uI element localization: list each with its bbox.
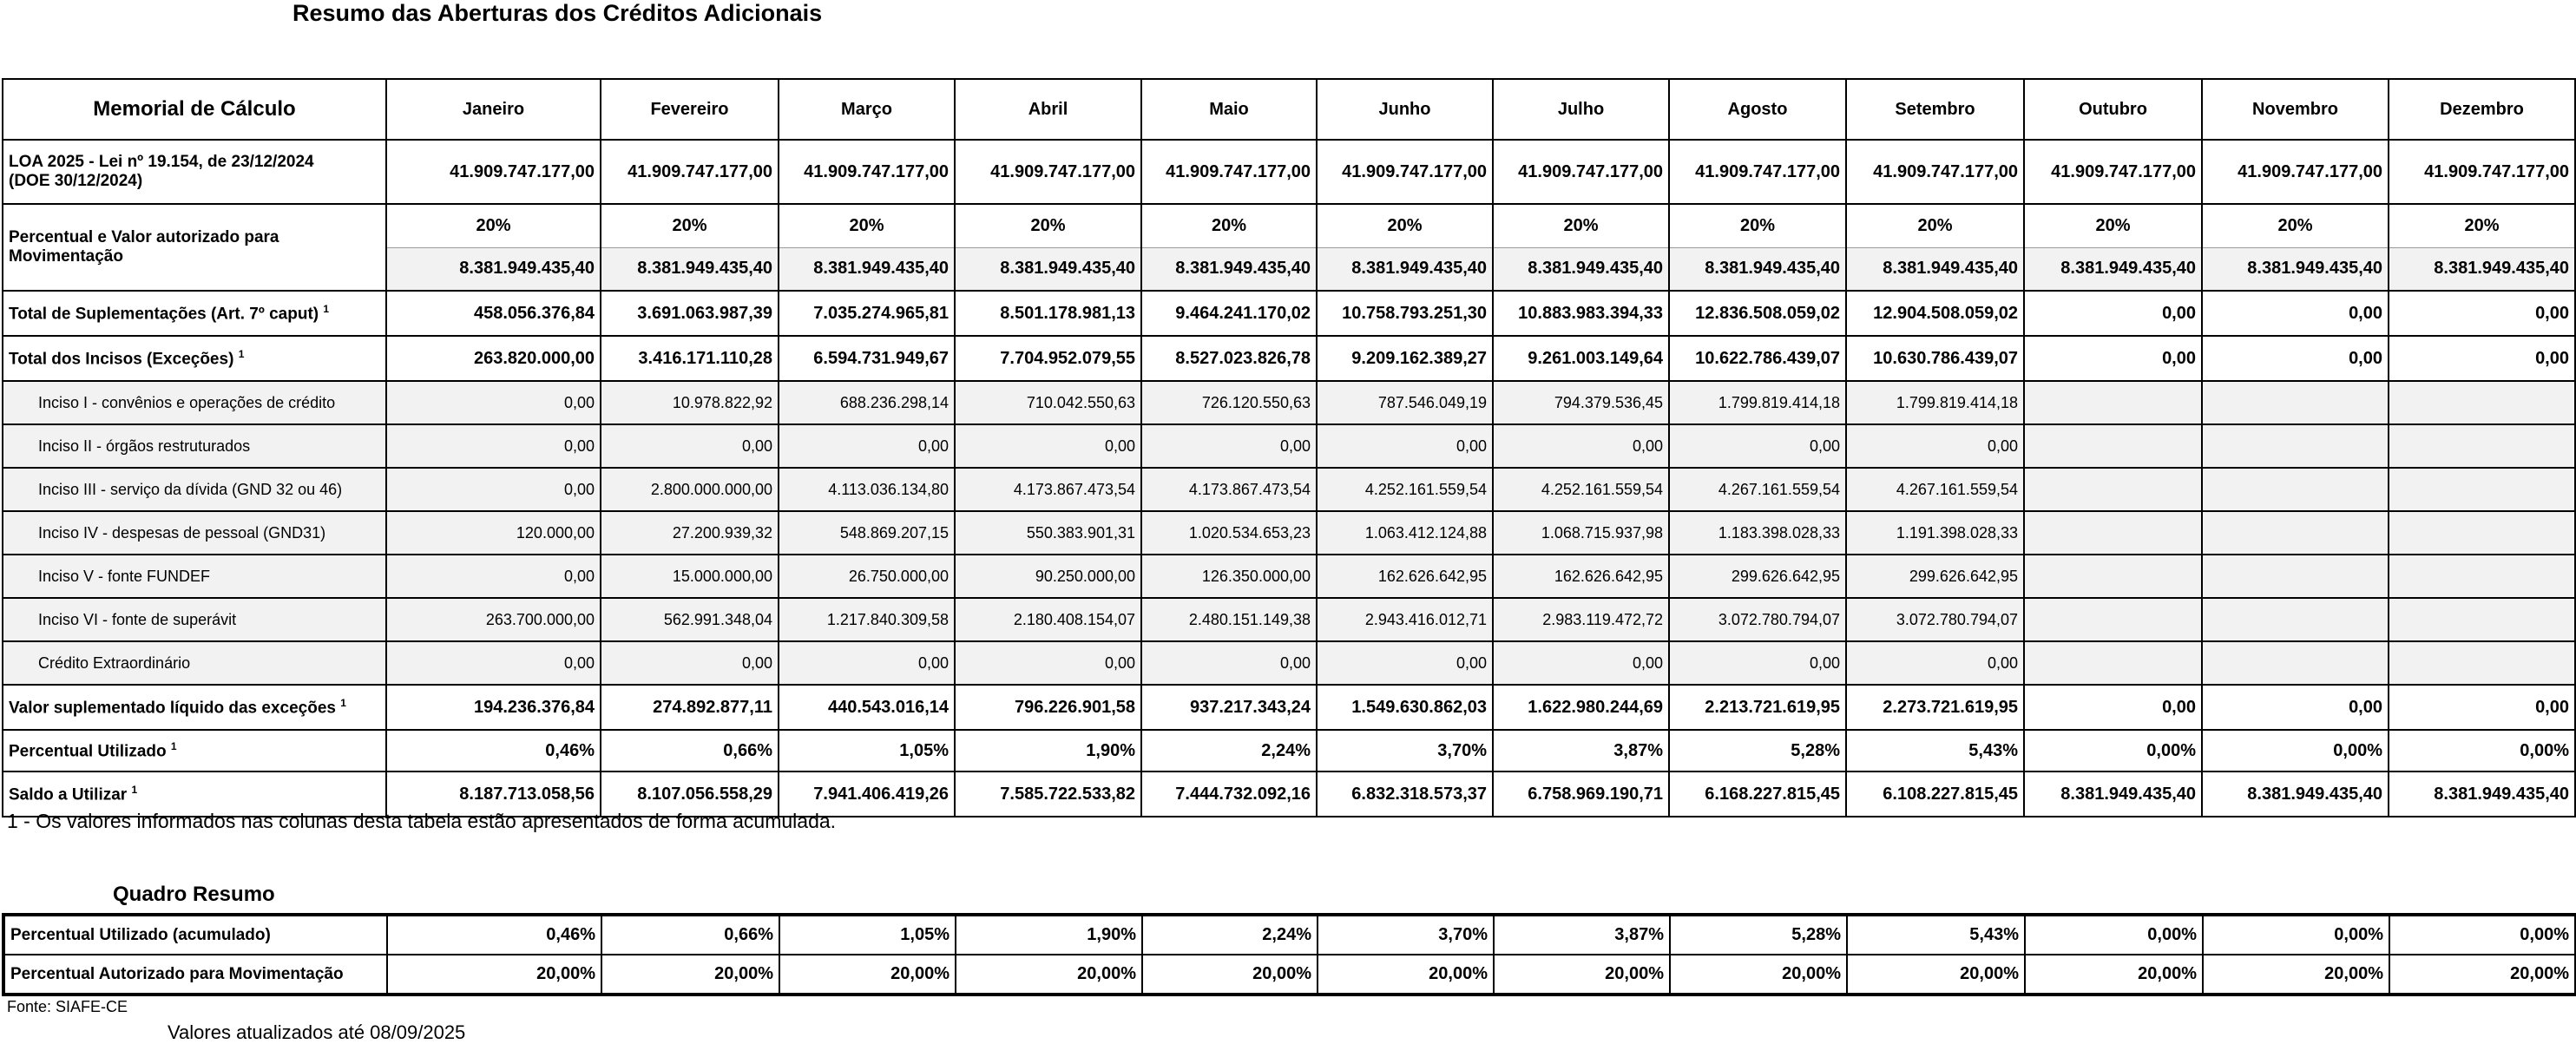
value-cell: 0,00% bbox=[2203, 915, 2389, 955]
value-cell: 440.543.016,14 bbox=[779, 685, 955, 730]
percent-cell: 20% bbox=[2024, 204, 2202, 247]
value-cell: 0,00 bbox=[2389, 336, 2575, 381]
percent-cell: 20% bbox=[1141, 204, 1317, 247]
value-cell: 162.626.642,95 bbox=[1493, 555, 1669, 598]
footnote-marker: 1 bbox=[131, 783, 138, 796]
value-cell: 9.464.241.170,02 bbox=[1141, 291, 1317, 336]
value-cell: 0,00 bbox=[2202, 685, 2389, 730]
row-label bbox=[3, 598, 386, 641]
table-row bbox=[3, 468, 2575, 511]
value-cell: 688.236.298,14 bbox=[779, 381, 955, 424]
percent-cell: 20% bbox=[1669, 204, 1846, 247]
value-cell: 41.909.747.177,00 bbox=[1317, 140, 1493, 204]
value-cell bbox=[2389, 555, 2575, 598]
value-cell: 41.909.747.177,00 bbox=[955, 140, 1141, 204]
value-cell: 2.213.721.619,95 bbox=[1669, 685, 1846, 730]
value-cell: 0,00 bbox=[1493, 641, 1669, 685]
value-cell: 8.381.949.435,40 bbox=[779, 247, 955, 291]
value-cell bbox=[2202, 555, 2389, 598]
row-label-text: Inciso V - fonte FUNDEF bbox=[38, 567, 211, 585]
value-cell: 0,00 bbox=[779, 424, 955, 468]
value-cell: 7.444.732.092,16 bbox=[1141, 772, 1317, 817]
value-cell bbox=[2389, 381, 2575, 424]
value-cell: 7.585.722.533,82 bbox=[955, 772, 1141, 817]
value-cell: 0,46% bbox=[386, 730, 601, 772]
table-row bbox=[3, 598, 2575, 641]
month-header: Janeiro bbox=[386, 79, 601, 140]
value-cell bbox=[2024, 555, 2202, 598]
quadro-resumo-title: Quadro Resumo bbox=[113, 883, 275, 906]
row-label bbox=[3, 685, 386, 730]
value-cell: 263.820.000,00 bbox=[386, 336, 601, 381]
value-cell: 0,00 bbox=[955, 424, 1141, 468]
value-cell: 20,00% bbox=[2025, 955, 2203, 995]
month-header: Abril bbox=[955, 79, 1141, 140]
row-label bbox=[3, 468, 386, 511]
value-cell: 0,00 bbox=[1846, 424, 2024, 468]
value-cell: 20,00% bbox=[2389, 955, 2576, 995]
value-cell: 8.501.178.981,13 bbox=[955, 291, 1141, 336]
value-cell: 0,00 bbox=[386, 381, 601, 424]
footnote-marker: 1 bbox=[238, 347, 245, 360]
value-cell: 6.832.318.573,37 bbox=[1317, 772, 1493, 817]
value-cell: 5,28% bbox=[1670, 915, 1847, 955]
value-cell: 0,00 bbox=[1317, 641, 1493, 685]
value-cell: 0,00% bbox=[2025, 915, 2203, 955]
value-cell bbox=[2024, 424, 2202, 468]
value-cell: 2,24% bbox=[1142, 915, 1318, 955]
value-cell bbox=[2202, 424, 2389, 468]
value-cell: 3,70% bbox=[1317, 730, 1493, 772]
value-cell: 937.217.343,24 bbox=[1141, 685, 1317, 730]
value-cell: 1,05% bbox=[779, 915, 956, 955]
value-cell: 4.267.161.559,54 bbox=[1669, 468, 1846, 511]
value-cell: 1,90% bbox=[956, 915, 1142, 955]
value-cell: 20,00% bbox=[956, 955, 1142, 995]
value-cell bbox=[2202, 381, 2389, 424]
month-header: Setembro bbox=[1846, 79, 2024, 140]
row-label: Percentual Autorizado para Movimentação bbox=[3, 955, 387, 995]
value-cell: 1.191.398.028,33 bbox=[1846, 511, 2024, 555]
value-cell: 41.909.747.177,00 bbox=[386, 140, 601, 204]
value-cell bbox=[2202, 511, 2389, 555]
row-label bbox=[3, 641, 386, 685]
value-cell: 8.381.949.435,40 bbox=[1669, 247, 1846, 291]
percent-cell: 20% bbox=[779, 204, 955, 247]
month-header: Novembro bbox=[2202, 79, 2389, 140]
value-cell: 3.416.171.110,28 bbox=[601, 336, 779, 381]
value-cell: 548.869.207,15 bbox=[779, 511, 955, 555]
value-cell: 20,00% bbox=[601, 955, 779, 995]
value-cell: 8.107.056.558,29 bbox=[601, 772, 779, 817]
value-cell bbox=[2202, 598, 2389, 641]
value-cell: 10.883.983.394,33 bbox=[1493, 291, 1669, 336]
value-cell: 1.068.715.937,98 bbox=[1493, 511, 1669, 555]
value-cell: 26.750.000,00 bbox=[779, 555, 955, 598]
value-cell: 20,00% bbox=[779, 955, 956, 995]
value-cell: 10.978.822,92 bbox=[601, 381, 779, 424]
row-label-text: Inciso III - serviço da dívida (GND 32 ou 46) bbox=[38, 480, 343, 498]
row-label: Percentual Utilizado (acumulado) bbox=[3, 915, 387, 955]
value-cell: 0,00 bbox=[386, 468, 601, 511]
value-cell: 0,00% bbox=[2024, 730, 2202, 772]
value-cell: 41.909.747.177,00 bbox=[1669, 140, 1846, 204]
value-cell: 9.261.003.149,64 bbox=[1493, 336, 1669, 381]
percent-cell: 20% bbox=[1493, 204, 1669, 247]
row-label bbox=[3, 291, 386, 336]
row-label bbox=[3, 336, 386, 381]
table-row bbox=[3, 381, 2575, 424]
row-label-text: Percentual e Valor autorizado para Movimentação bbox=[9, 228, 279, 266]
table-row bbox=[3, 511, 2575, 555]
value-cell: 1.063.412.124,88 bbox=[1317, 511, 1493, 555]
table-row bbox=[3, 247, 2575, 291]
value-cell: 3,70% bbox=[1318, 915, 1494, 955]
percent-cell: 20% bbox=[1846, 204, 2024, 247]
month-header: Junho bbox=[1317, 79, 1493, 140]
month-header: Fevereiro bbox=[601, 79, 779, 140]
value-cell: 0,00 bbox=[2202, 291, 2389, 336]
row-label-text: Total dos Incisos (Exceções) bbox=[9, 350, 234, 369]
value-cell: 27.200.939,32 bbox=[601, 511, 779, 555]
value-cell: 5,43% bbox=[1846, 730, 2024, 772]
value-cell: 458.056.376,84 bbox=[386, 291, 601, 336]
table-row bbox=[3, 336, 2575, 381]
value-cell: 6.168.227.815,45 bbox=[1669, 772, 1846, 817]
row-label-line2: (DOE 30/12/2024) bbox=[9, 172, 143, 190]
value-cell: 0,00 bbox=[955, 641, 1141, 685]
value-cell bbox=[2389, 424, 2575, 468]
value-cell: 8.381.949.435,40 bbox=[2024, 247, 2202, 291]
row-label bbox=[3, 730, 386, 772]
value-cell: 0,00% bbox=[2389, 730, 2575, 772]
value-cell: 0,00 bbox=[1846, 641, 2024, 685]
value-cell: 8.381.949.435,40 bbox=[955, 247, 1141, 291]
value-cell: 8.381.949.435,40 bbox=[1141, 247, 1317, 291]
value-cell: 8.381.949.435,40 bbox=[386, 247, 601, 291]
value-cell: 1.549.630.862,03 bbox=[1317, 685, 1493, 730]
value-cell: 4.173.867.473,54 bbox=[955, 468, 1141, 511]
value-cell: 4.267.161.559,54 bbox=[1846, 468, 2024, 511]
value-cell: 162.626.642,95 bbox=[1317, 555, 1493, 598]
value-cell: 550.383.901,31 bbox=[955, 511, 1141, 555]
value-cell bbox=[2024, 468, 2202, 511]
value-cell: 1.020.534.653,23 bbox=[1141, 511, 1317, 555]
value-cell: 1.183.398.028,33 bbox=[1669, 511, 1846, 555]
value-cell: 8.381.949.435,40 bbox=[2389, 772, 2575, 817]
header-row bbox=[3, 79, 2575, 140]
value-cell: 2.983.119.472,72 bbox=[1493, 598, 1669, 641]
row-label bbox=[3, 204, 386, 291]
value-cell: 2.480.151.149,38 bbox=[1141, 598, 1317, 641]
value-cell: 20,00% bbox=[387, 955, 601, 995]
value-cell: 20,00% bbox=[1318, 955, 1494, 995]
row-label-text: Valor suplementado líquido das exceções bbox=[9, 699, 336, 718]
value-cell: 20,00% bbox=[1670, 955, 1847, 995]
value-cell: 41.909.747.177,00 bbox=[1846, 140, 2024, 204]
row-label bbox=[3, 555, 386, 598]
table-row bbox=[3, 955, 2576, 995]
value-cell: 90.250.000,00 bbox=[955, 555, 1141, 598]
table-row bbox=[3, 915, 2576, 955]
value-cell: 41.909.747.177,00 bbox=[779, 140, 955, 204]
value-cell: 41.909.747.177,00 bbox=[2389, 140, 2575, 204]
value-cell: 41.909.747.177,00 bbox=[2202, 140, 2389, 204]
percent-cell: 20% bbox=[601, 204, 779, 247]
value-cell: 0,00 bbox=[601, 641, 779, 685]
value-cell: 20,00% bbox=[1494, 955, 1670, 995]
percent-cell: 20% bbox=[2202, 204, 2389, 247]
row-label bbox=[3, 511, 386, 555]
footnote-marker: 1 bbox=[170, 739, 177, 752]
value-cell: 41.909.747.177,00 bbox=[601, 140, 779, 204]
row-label bbox=[3, 424, 386, 468]
value-cell: 1.799.819.414,18 bbox=[1669, 381, 1846, 424]
percent-cell: 20% bbox=[2389, 204, 2575, 247]
month-header: Março bbox=[779, 79, 955, 140]
month-header: Dezembro bbox=[2389, 79, 2575, 140]
percent-cell: 20% bbox=[1317, 204, 1493, 247]
value-cell: 8.527.023.826,78 bbox=[1141, 336, 1317, 381]
value-cell: 0,00 bbox=[2024, 291, 2202, 336]
value-cell: 1.217.840.309,58 bbox=[779, 598, 955, 641]
value-cell: 41.909.747.177,00 bbox=[1493, 140, 1669, 204]
table-row bbox=[3, 555, 2575, 598]
value-cell: 8.381.949.435,40 bbox=[601, 247, 779, 291]
value-cell: 20,00% bbox=[2203, 955, 2389, 995]
value-cell: 4.252.161.559,54 bbox=[1493, 468, 1669, 511]
footnote-marker: 1 bbox=[323, 302, 330, 315]
page-title: Resumo das Aberturas dos Créditos Adicionais bbox=[292, 0, 823, 26]
footnote-marker: 1 bbox=[340, 696, 346, 709]
value-cell: 120.000,00 bbox=[386, 511, 601, 555]
value-cell: 12.904.508.059,02 bbox=[1846, 291, 2024, 336]
value-cell: 274.892.877,11 bbox=[601, 685, 779, 730]
value-cell: 0,00 bbox=[2389, 291, 2575, 336]
percent-cell: 20% bbox=[955, 204, 1141, 247]
value-cell: 7.704.952.079,55 bbox=[955, 336, 1141, 381]
value-cell: 2.943.416.012,71 bbox=[1317, 598, 1493, 641]
value-cell: 5,43% bbox=[1847, 915, 2025, 955]
value-cell: 787.546.049,19 bbox=[1317, 381, 1493, 424]
value-cell: 0,00 bbox=[1669, 424, 1846, 468]
value-cell bbox=[2202, 468, 2389, 511]
value-cell: 15.000.000,00 bbox=[601, 555, 779, 598]
value-cell: 4.252.161.559,54 bbox=[1317, 468, 1493, 511]
value-cell: 0,00 bbox=[2202, 336, 2389, 381]
value-cell: 8.381.949.435,40 bbox=[1317, 247, 1493, 291]
row-label bbox=[3, 140, 386, 204]
value-cell: 6.108.227.815,45 bbox=[1846, 772, 2024, 817]
value-cell bbox=[2202, 641, 2389, 685]
value-cell: 4.113.036.134,80 bbox=[779, 468, 955, 511]
value-cell: 710.042.550,63 bbox=[955, 381, 1141, 424]
value-cell: 8.381.949.435,40 bbox=[2389, 247, 2575, 291]
value-cell: 5,28% bbox=[1669, 730, 1846, 772]
table-row bbox=[3, 424, 2575, 468]
value-cell: 6.594.731.949,67 bbox=[779, 336, 955, 381]
value-cell bbox=[2024, 381, 2202, 424]
value-cell: 3.072.780.794,07 bbox=[1846, 598, 2024, 641]
value-cell: 41.909.747.177,00 bbox=[2024, 140, 2202, 204]
value-cell: 8.381.949.435,40 bbox=[2202, 772, 2389, 817]
table-row bbox=[3, 641, 2575, 685]
value-cell: 6.758.969.190,71 bbox=[1493, 772, 1669, 817]
value-cell: 10.630.786.439,07 bbox=[1846, 336, 2024, 381]
row-label bbox=[3, 381, 386, 424]
value-cell: 7.035.274.965,81 bbox=[779, 291, 955, 336]
value-cell bbox=[2024, 598, 2202, 641]
value-cell: 0,00 bbox=[2024, 685, 2202, 730]
value-cell: 1,90% bbox=[955, 730, 1141, 772]
value-cell: 0,00 bbox=[1317, 424, 1493, 468]
value-cell: 0,00 bbox=[1669, 641, 1846, 685]
value-cell: 1.622.980.244,69 bbox=[1493, 685, 1669, 730]
value-cell: 0,00% bbox=[2202, 730, 2389, 772]
table-row bbox=[3, 204, 2575, 247]
value-cell: 299.626.642,95 bbox=[1669, 555, 1846, 598]
row-label-text: Total de Suplementações (Art. 7º caput) bbox=[9, 305, 319, 324]
row-label-text: Crédito Extraordinário bbox=[38, 653, 191, 672]
value-cell: 0,66% bbox=[601, 730, 779, 772]
value-cell bbox=[2024, 641, 2202, 685]
value-cell: 194.236.376,84 bbox=[386, 685, 601, 730]
percent-cell: 20% bbox=[386, 204, 601, 247]
value-cell: 263.700.000,00 bbox=[386, 598, 601, 641]
value-cell: 10.758.793.251,30 bbox=[1317, 291, 1493, 336]
value-cell: 20,00% bbox=[1847, 955, 2025, 995]
value-cell: 794.379.536,45 bbox=[1493, 381, 1669, 424]
value-cell bbox=[2389, 598, 2575, 641]
value-cell: 3,87% bbox=[1493, 730, 1669, 772]
value-cell: 2,24% bbox=[1141, 730, 1317, 772]
value-cell: 0,00 bbox=[2024, 336, 2202, 381]
row-label-text: Inciso VI - fonte de superávit bbox=[38, 610, 237, 628]
value-cell: 9.209.162.389,27 bbox=[1317, 336, 1493, 381]
value-cell: 0,46% bbox=[387, 915, 601, 955]
table-row bbox=[3, 685, 2575, 730]
value-cell: 8.381.949.435,40 bbox=[1846, 247, 2024, 291]
value-cell: 3,87% bbox=[1494, 915, 1670, 955]
row-label-text: Inciso IV - despesas de pessoal (GND31) bbox=[38, 523, 326, 542]
value-cell: 41.909.747.177,00 bbox=[1141, 140, 1317, 204]
memorial-table bbox=[2, 78, 2576, 817]
footnote: 1 - Os valores informados nas colunas desta tabela estão apresentados de forma acumulada. bbox=[7, 810, 837, 832]
value-cell: 796.226.901,58 bbox=[955, 685, 1141, 730]
value-cell: 3.691.063.987,39 bbox=[601, 291, 779, 336]
value-cell: 299.626.642,95 bbox=[1846, 555, 2024, 598]
value-cell: 126.350.000,00 bbox=[1141, 555, 1317, 598]
value-cell: 3.072.780.794,07 bbox=[1669, 598, 1846, 641]
value-cell: 0,00 bbox=[2389, 685, 2575, 730]
value-cell: 0,00 bbox=[386, 424, 601, 468]
value-cell: 8.381.949.435,40 bbox=[1493, 247, 1669, 291]
value-cell: 2.273.721.619,95 bbox=[1846, 685, 2024, 730]
value-cell: 0,00 bbox=[1141, 424, 1317, 468]
month-header: Agosto bbox=[1669, 79, 1846, 140]
month-header: Outubro bbox=[2024, 79, 2202, 140]
header-memorial: Memorial de Cálculo bbox=[3, 79, 386, 140]
value-cell: 1,05% bbox=[779, 730, 955, 772]
value-cell: 2.800.000.000,00 bbox=[601, 468, 779, 511]
value-cell: 0,00 bbox=[601, 424, 779, 468]
row-label-text: Percentual Utilizado bbox=[9, 742, 167, 761]
table-row bbox=[3, 291, 2575, 336]
value-cell bbox=[2389, 468, 2575, 511]
value-cell: 4.173.867.473,54 bbox=[1141, 468, 1317, 511]
value-cell: 0,00 bbox=[1493, 424, 1669, 468]
value-cell: 0,00 bbox=[386, 555, 601, 598]
row-label-text: Inciso I - convênios e operações de crédito bbox=[38, 393, 336, 411]
table-row bbox=[3, 730, 2575, 772]
value-cell bbox=[2389, 511, 2575, 555]
value-cell bbox=[2389, 641, 2575, 685]
value-cell: 1.799.819.414,18 bbox=[1846, 381, 2024, 424]
value-cell: 726.120.550,63 bbox=[1141, 381, 1317, 424]
value-cell: 2.180.408.154,07 bbox=[955, 598, 1141, 641]
row-label-text: Saldo a Utilizar bbox=[9, 785, 128, 804]
updated-note: Valores atualizados até 08/09/2025 bbox=[168, 1021, 466, 1043]
value-cell: 7.941.406.419,26 bbox=[779, 772, 955, 817]
value-cell: 8.381.949.435,40 bbox=[2024, 772, 2202, 817]
source-note: Fonte: SIAFE-CE bbox=[7, 998, 128, 1015]
row-label-line1: LOA 2025 - Lei nº 19.154, de 23/12/2024 bbox=[9, 153, 314, 171]
value-cell: 8.381.949.435,40 bbox=[2202, 247, 2389, 291]
value-cell: 12.836.508.059,02 bbox=[1669, 291, 1846, 336]
table-row bbox=[3, 140, 2575, 204]
value-cell: 0,00 bbox=[779, 641, 955, 685]
value-cell: 0,66% bbox=[601, 915, 779, 955]
month-header: Julho bbox=[1493, 79, 1669, 140]
month-header: Maio bbox=[1141, 79, 1317, 140]
row-label-text: Inciso II - órgãos restruturados bbox=[38, 437, 251, 455]
quadro-resumo-table bbox=[2, 913, 2576, 996]
value-cell: 562.991.348,04 bbox=[601, 598, 779, 641]
value-cell: 20,00% bbox=[1142, 955, 1318, 995]
value-cell bbox=[2024, 511, 2202, 555]
value-cell: 0,00 bbox=[1141, 641, 1317, 685]
value-cell: 8.187.713.058,56 bbox=[386, 772, 601, 817]
value-cell: 10.622.786.439,07 bbox=[1669, 336, 1846, 381]
value-cell: 0,00 bbox=[386, 641, 601, 685]
value-cell: 0,00% bbox=[2389, 915, 2576, 955]
